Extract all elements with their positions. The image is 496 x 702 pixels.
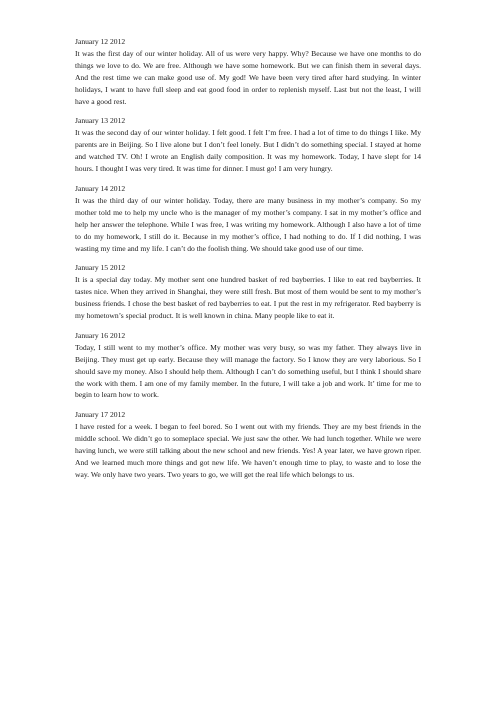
entry-date: January 16 2012 (75, 330, 126, 340)
diary-entry (75, 409, 421, 480)
entry-date: January 12 2012 (75, 37, 126, 46)
diary-entry (75, 183, 421, 254)
diary-page (75, 36, 421, 489)
entry-text: It was the first day of our winter holiday. All of us were very happy. Why? Because we have one months to do things we love to do. We are free. Although we have some homework. But we can finish them in several days. And the rest time we can make good use of. My god! We have been very tired after hard studying. In winter holidays, I want to have full sleep and eat good food in order to replenish myself. Last but not the least, I will have a good rest. (75, 48, 421, 106)
entry-text: It is a special day today. My mother sent one hundred basket of red bayberries. I like to eat red bayberries. It tastes nice. When they arrived in Shanghai, they were still fresh. But most of them would be sent to my mother’s business friends. I chose the best basket of red bayberries to eat. I put the rest in my refrigerator. Red bayberry is my hometown’s special product. It is well known in china. Many people like to eat it. (75, 275, 421, 321)
diary-entry (75, 36, 421, 107)
entry-text: I have rested for a week. I began to feel bored. So I went out with my friends. They are my best friends in the middle school. We didn’t go to someplace special. We just saw the other. We had lunch together. While we were having lunch, we were still talking about the new school and new friends. Yes! A year later, we have grown riper. And we learned much more things and got new life. We haven’t enough time to play, to waste and to lose the way. We only have two years. Two years to go, we will get the real life which belongs to us. (75, 422, 421, 479)
entry-text: It was the third day of our winter holiday. Today, there are many business in my mother’s company. So my mother told me to help my uncle who is the manager of my mother’s company. I sat in my mother’s office and help her answer the telephone. While I was free, I was writing my homework. Although I also have a lot of time to do my homework, I still do it. Because in my mother’s office, I had nothing to do. If I did nothing, I was wasting my time and my life. I can’t do the foolish thing. We should take good use of our time. (75, 195, 421, 253)
entry-date: January 15 2012 (75, 263, 126, 273)
entry-date: January 13 2012 (75, 116, 126, 126)
diary-entry (75, 262, 421, 322)
entry-date: January 14 2012 (75, 183, 126, 193)
diary-entry (75, 330, 421, 401)
entry-text: It was the second day of our winter holiday. I felt good. I felt I’m free. I had a lot of time to do things I like. My parents are in Beijing. So I live alone but I don’t feel lonely. But I didn’t do something special. I stayed at home and watched TV. Oh! I wrote an English daily composition. It was my homework. Today, I have slept for 14 hours. I thought I was very tired. It was time for dinner. I must go! I am very hungry. (75, 128, 421, 174)
entry-date: January 17 2012 (75, 410, 126, 420)
diary-entry (75, 115, 421, 175)
entry-text: Today, I still went to my mother’s office. My mother was very busy, so was my father. They always live in Beijing. They must get up early. Because they will manage the factory. So I know they are very laborious. So I should save my money. Also I should help them. Although I can’t do something useful, but I think I should share the work with them. I am one of my family member. In the future, I will take a job and work. It’ time for me to begin to learn how to work. (75, 342, 421, 400)
